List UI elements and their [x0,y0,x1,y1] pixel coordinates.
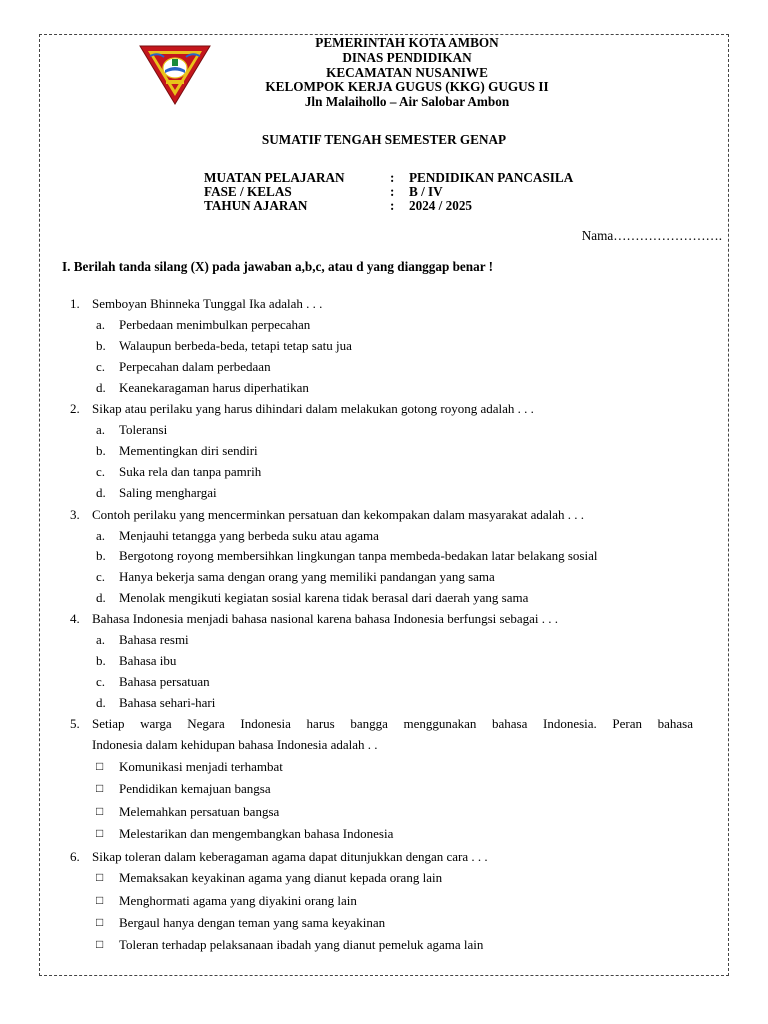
option-text: Melemahkan persatuan bangsa [119,804,280,819]
option-mark: d. [96,695,106,710]
checkbox-icon: □ [96,781,104,795]
option-mark: c. [96,674,106,689]
meta-value: PENDIDIKAN PANCASILA [409,170,574,185]
letterhead [232,36,582,110]
option-text: Saling menghargai [119,485,217,500]
meta-value: B / IV [409,184,443,199]
option-text: Walaupun berbeda-beda, tetapi tetap satu jua [119,338,352,353]
checkbox-icon: □ [96,870,104,884]
option-text: Hanya bekerja sama dengan orang yang memiliki pandangan yang sama [119,569,495,584]
question-number: 1. [70,296,80,311]
instruction: I. Berilah tanda silang (X) pada jawaban a,b,c, atau d yang dianggap benar ! [62,259,494,274]
option-mark: c. [96,569,106,584]
question-text: Contoh perilaku yang mencerminkan persatuan dan kekompakan dalam masyarakat adalah . . . [92,507,585,522]
option-mark: a. [96,317,106,332]
letterhead-line: KELOMPOK KERJA GUGUS (KKG) GUGUS II [265,79,549,95]
option-mark: d. [96,485,106,500]
option-text: Pendidikan kemajuan bangsa [119,781,271,796]
option-mark: d. [96,590,106,605]
meta-label: TAHUN AJARAN [204,198,308,213]
question-number: 6. [70,849,80,864]
checkbox-icon: □ [96,826,104,840]
meta-label: FASE / KELAS [204,184,292,199]
question-text: Semboyan Bhinneka Tunggal Ika adalah . . . [92,296,323,311]
checkbox-icon: □ [96,915,104,929]
checkbox-icon: □ [96,759,104,773]
option-text: Komunikasi menjadi terhambat [119,759,283,774]
meta-label: MUATAN PELAJARAN [204,170,345,185]
meta-colon: : [390,198,395,213]
option-text: Suka rela dan tanpa pamrih [119,464,262,479]
option-text: Mementingkan diri sendiri [119,443,258,458]
letterhead-line: KECAMATAN NUSANIWE [326,64,488,80]
question-text: Indonesia dalam kehidupan bahasa Indonesia adalah . . [92,737,378,752]
option-text: Bergotong royong membersihkan lingkungan tanpa membeda-bedakan latar belakang sosial [119,548,598,563]
option-mark: b. [96,443,106,458]
option-text: Toleran terhadap pelaksanaan ibadah yang dianut pemeluk agama lain [119,937,484,952]
question-number: 5. [70,716,80,731]
option-text: Bahasa sehari-hari [119,695,216,710]
option-text: Perbedaan menimbulkan perpecahan [119,317,311,332]
option-mark: b. [96,653,106,668]
option-text: Toleransi [119,422,168,437]
question-number: 3. [70,507,80,522]
question-text: Sikap atau perilaku yang harus dihindari dalam melakukan gotong royong adalah . . . [92,401,534,416]
checkbox-icon: □ [96,937,104,951]
option-mark: a. [96,528,106,543]
option-text: Menolak mengikuti kegiatan sosial karena tidak berasal dari daerah yang sama [119,590,529,605]
option-mark: c. [96,359,106,374]
question-text: Bahasa Indonesia menjadi bahasa nasional karena bahasa Indonesia berfungsi sebagai . . . [92,611,559,626]
option-mark: a. [96,422,106,437]
option-text: Bahasa persatuan [119,674,210,689]
letterhead-line: PEMERINTAH KOTA AMBON [315,35,499,50]
option-text: Perpecahan dalam perbedaan [119,359,271,374]
letterhead-line: DINAS PENDIDIKAN [342,49,472,65]
exam-title: SUMATIF TENGAH SEMESTER GENAP [261,132,507,147]
question-number: 2. [70,401,80,416]
question-number: 4. [70,611,80,626]
letterhead-address: Jln Malaihollo – Air Salobar Ambon [304,94,510,110]
option-text: Menjauhi tetangga yang berbeda suku atau agama [119,528,379,543]
option-mark: d. [96,380,106,395]
checkbox-icon: □ [96,893,104,907]
checkbox-icon: □ [96,804,104,818]
option-mark: b. [96,338,106,353]
meta-colon: : [390,170,395,185]
option-text: Melestarikan dan mengembangkan bahasa Indonesia [119,826,394,841]
meta-value: 2024 / 2025 [409,198,473,213]
option-mark: a. [96,632,106,647]
city-emblem-icon [138,42,212,106]
option-text: Keanekaragaman harus diperhatikan [119,380,309,395]
option-text: Bergaul hanya dengan teman yang sama keyakinan [119,915,386,930]
option-mark: b. [96,548,106,563]
option-text: Bahasa ibu [119,653,177,668]
option-text: Bahasa resmi [119,632,189,647]
meta-colon: : [390,184,395,199]
name-field[interactable]: Nama……………………. [581,228,722,243]
question-text: Sikap toleran dalam keberagaman agama dapat ditunjukkan dengan cara . . . [92,849,488,864]
question-text: Setiap warga Negara Indonesia harus bangga menggunakan bahasa Indonesia. Peran bahasa [92,716,693,731]
option-text: Menghormati agama yang diyakini orang lain [119,893,357,908]
option-text: Memaksakan keyakinan agama yang dianut kepada orang lain [119,870,443,885]
option-mark: c. [96,464,106,479]
